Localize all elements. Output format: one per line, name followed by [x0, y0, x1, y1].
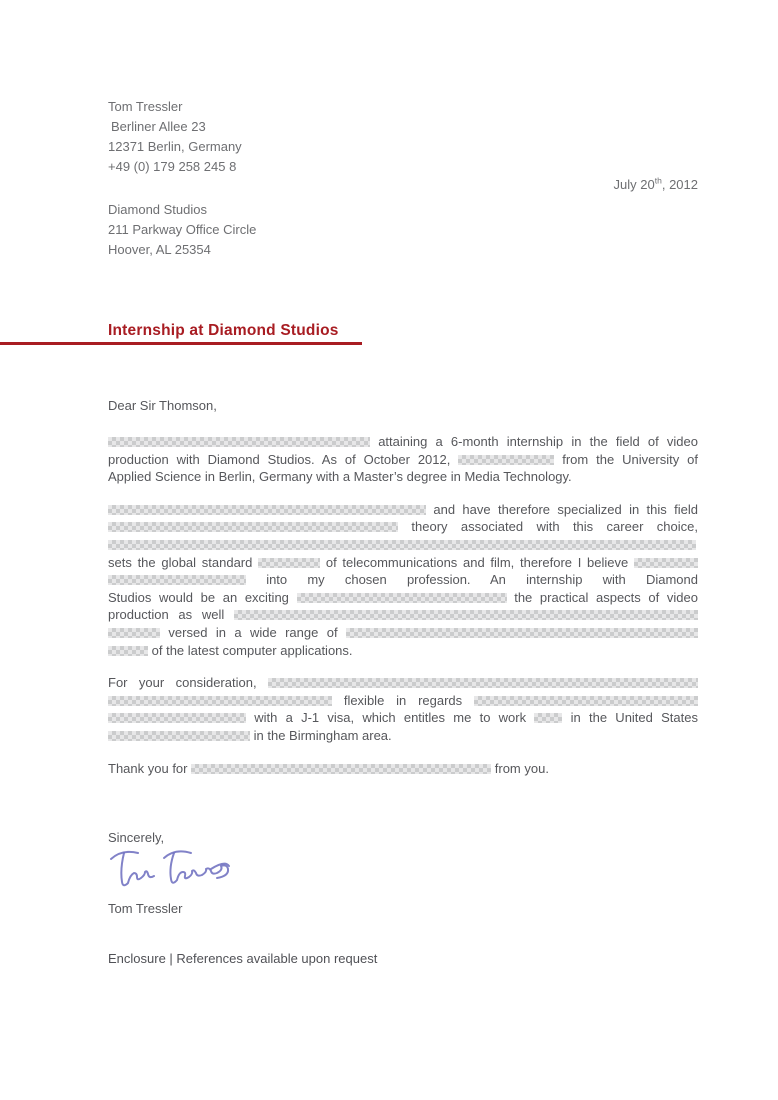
recipient-block [108, 200, 256, 260]
date-suffix: , 2012 [661, 177, 698, 192]
redacted-text [108, 437, 370, 447]
body-text: Studios would be an exciting [108, 589, 289, 605]
redacted-text [191, 764, 491, 774]
redacted-text [474, 696, 698, 706]
redacted-text [108, 505, 426, 515]
body-line [108, 624, 698, 642]
redacted-text [258, 558, 320, 568]
body-line [108, 727, 698, 745]
redacted-text [108, 646, 148, 656]
body-text: into my chosen profession. An internship with Diamond [266, 572, 698, 588]
body-text: with a J-1 visa, which entitles me to work [254, 710, 527, 726]
body-line [108, 433, 698, 451]
body-line [108, 709, 698, 727]
date-prefix: July 20 [613, 177, 655, 192]
paragraph [108, 501, 698, 659]
valediction: Sincerely, [108, 830, 165, 845]
body-text: Applied Science in Berlin, Germany with a Master’s degree in Media Technology. [108, 469, 572, 485]
body-text: Thank you for [108, 760, 188, 776]
body-line [108, 501, 698, 519]
body-text: attaining a 6-month internship in the field of video [378, 434, 698, 449]
salutation: Dear Sir Thomson, [108, 398, 217, 413]
redacted-text [268, 678, 698, 688]
redacted-text [297, 593, 507, 603]
recipient-company: Diamond Studios [108, 202, 207, 217]
paragraph [108, 674, 698, 744]
sender-city: 12371 Berlin, Germany [108, 139, 242, 154]
body-text: flexible in regards [343, 692, 463, 708]
body-text: theory associated with this career choice, [411, 519, 698, 535]
body-text: production with Diamond Studios. As of October 2012, [108, 451, 451, 467]
body-line [108, 554, 698, 572]
body-line [108, 451, 698, 469]
redacted-text [458, 455, 554, 465]
recipient-street: 211 Parkway Office Circle [108, 222, 257, 237]
enclosure-note: Enclosure | References available upon request [108, 951, 378, 966]
body-text: versed in a wide range of [168, 624, 338, 640]
sender-phone: +49 (0) 179 258 245 8 [108, 159, 237, 174]
body-text: sets the global standard [108, 554, 253, 570]
body-line [108, 468, 698, 486]
body-line [108, 760, 698, 778]
body-line [108, 642, 698, 660]
paragraph [108, 433, 698, 486]
redacted-text [108, 540, 696, 550]
body-line [108, 571, 698, 589]
sender-street: Berliner Allee 23 [111, 119, 206, 134]
sender-block [108, 97, 242, 177]
redacted-text [534, 713, 562, 723]
redacted-text [108, 731, 250, 741]
body-text: the practical aspects of video [514, 589, 698, 605]
redacted-text [108, 628, 160, 638]
subject-underline-rule [0, 342, 362, 345]
letter-date [108, 177, 698, 192]
redacted-text [634, 558, 698, 568]
body-text: in the United States [570, 710, 698, 726]
body-text: For your consideration, [108, 675, 257, 691]
body-text: from you. [494, 760, 549, 776]
body-text: of the latest computer applications. [151, 642, 353, 658]
redacted-text [108, 575, 246, 585]
body-line [108, 518, 698, 536]
date-ordinal: th [654, 175, 662, 186]
body-text: production as well [108, 607, 225, 623]
redacted-text [234, 610, 698, 620]
body-text: and have therefore specialized in this field [433, 501, 698, 517]
body-line [108, 692, 698, 710]
redacted-text [108, 696, 332, 706]
letter-body [108, 433, 698, 777]
paragraph [108, 760, 698, 778]
body-line [108, 589, 698, 607]
body-text: in the Birmingham area. [253, 727, 392, 743]
redacted-text [108, 522, 398, 532]
body-line [108, 536, 698, 554]
signature-svg [108, 845, 240, 899]
body-text: from the University of [562, 451, 698, 467]
body-line [108, 674, 698, 692]
body-line [108, 606, 698, 624]
subject-line: Internship at Diamond Studios [108, 322, 339, 339]
redacted-text [346, 628, 698, 638]
redacted-text [108, 713, 246, 723]
body-text: of telecommunications and film, therefore I believe [325, 554, 629, 570]
typed-signature-name: Tom Tressler [108, 901, 183, 916]
signature-image [108, 845, 240, 899]
sender-name: Tom Tressler [108, 99, 183, 114]
recipient-city: Hoover, AL 25354 [108, 242, 211, 257]
